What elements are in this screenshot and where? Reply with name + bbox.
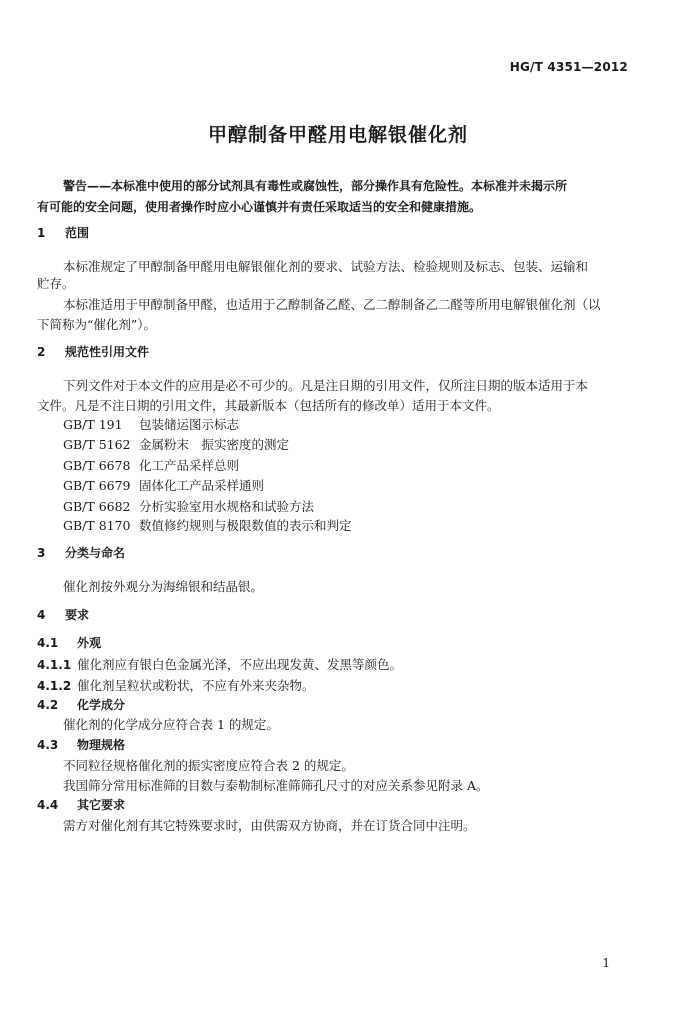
physical-spec-line-1: 不同粒径规格催化剂的振实密度应符合表 2 的规定。 [63, 758, 354, 773]
section-2-heading [37, 342, 149, 362]
section-4-3-heading [37, 735, 125, 755]
scope-paragraph-1-line-1: 本标准规定了甲醇制备甲醛用电解银催化剂的要求、试验方法、检验规则及标志、包装、运输和 [63, 259, 589, 274]
section-number: 4.4 [37, 798, 59, 812]
warning-line-2: 有可能的安全问题，使用者操作时应小心谨慎并有责任采取适当的安全和健康措施。 [37, 200, 482, 214]
section-4-4-heading [37, 795, 125, 815]
section-title: 要求 [65, 608, 90, 622]
warning-line-1: 警告——本标准中使用的部分试剂具有毒性或腐蚀性，部分操作具有危险性。本标准并未揭示所 [63, 179, 568, 193]
section-4-2-heading [37, 695, 125, 715]
reference-code: GB/T 6679 [63, 478, 131, 493]
classification-text: 催化剂按外观分为海绵银和结晶银。 [63, 579, 264, 594]
section-number: 4.2 [37, 698, 59, 712]
requirement-4-1-1 [37, 654, 402, 675]
reference-row [63, 476, 264, 496]
reference-title: 化工产品采样总则 [139, 458, 240, 473]
section-title: 规范性引用文件 [65, 345, 150, 359]
reference-row [63, 415, 239, 435]
normative-intro-line-2: 文件。凡是不注日期的引用文件，其最新版本（包括所有的修改单）适用于本文件。 [37, 398, 500, 413]
section-title: 其它要求 [77, 798, 126, 812]
reference-row [63, 497, 314, 517]
other-requirements-text: 需方对催化剂有其它特殊要求时，由供需双方协商，并在订货合同中注明。 [63, 818, 476, 833]
section-number: 3 [37, 546, 46, 560]
section-number: 4 [37, 608, 46, 622]
chemical-composition-text: 催化剂的化学成分应符合表 1 的规定。 [63, 717, 279, 732]
section-number: 2 [37, 345, 46, 359]
section-number: 1 [37, 226, 46, 240]
reference-row [63, 456, 239, 476]
clause-number: 4.1.1 [37, 658, 72, 672]
reference-code: GB/T 8170 [63, 518, 131, 533]
section-3-heading [37, 543, 125, 563]
reference-row [63, 516, 352, 536]
clause-text: 催化剂应有银白色金属光泽，不应出现发黄、发黑等颜色。 [77, 657, 403, 672]
section-title: 分类与命名 [65, 546, 126, 560]
reference-code: GB/T 191 [63, 417, 123, 432]
section-number: 4.1 [37, 636, 59, 650]
requirement-4-1-2 [37, 675, 315, 696]
reference-code: GB/T 6678 [63, 458, 131, 473]
standard-code: HG/T 4351—2012 [509, 60, 628, 74]
reference-title: 固体化工产品采样通则 [139, 478, 265, 493]
document-title: 甲醇制备甲醛用电解银催化剂 [207, 124, 468, 146]
scope-paragraph-1-line-2: 贮存。 [37, 276, 75, 291]
reference-code: GB/T 6682 [63, 499, 131, 514]
reference-title: 金属粉末 振实密度的测定 [139, 437, 290, 452]
page-number: 1 [602, 956, 610, 970]
section-1-heading [37, 223, 89, 243]
reference-title: 分析实验室用水规格和试验方法 [139, 499, 315, 514]
reference-code: GB/T 5162 [63, 437, 131, 452]
section-title: 范围 [65, 226, 90, 240]
physical-spec-line-2: 我国筛分常用标准筛的目数与泰勒制标准筛筛孔尺寸的对应关系参见附录 A。 [63, 778, 489, 793]
normative-intro-line-1: 下列文件对于本文件的应用是必不可少的。凡是注日期的引用文件，仅所注日期的版本适用于本 [63, 378, 589, 393]
reference-title: 包装储运图示标志 [139, 417, 240, 432]
section-title: 化学成分 [77, 698, 126, 712]
section-title: 物理规格 [77, 738, 126, 752]
section-4-heading [37, 605, 89, 625]
section-4-1-heading [37, 633, 101, 653]
reference-title: 数值修约规则与极限数值的表示和判定 [139, 518, 352, 533]
clause-text: 催化剂呈粒状或粉状，不应有外来夹杂物。 [77, 678, 315, 693]
scope-paragraph-2-line-1: 本标准适用于甲醇制备甲醛，也适用于乙醇制备乙醛、乙二醇制备乙二醛等所用电解银催化剂（以 [63, 297, 601, 312]
scope-paragraph-2-line-2: 下简称为“催化剂”）。 [37, 317, 157, 332]
reference-row [63, 435, 289, 455]
clause-number: 4.1.2 [37, 679, 72, 693]
section-number: 4.3 [37, 738, 59, 752]
section-title: 外观 [77, 636, 102, 650]
